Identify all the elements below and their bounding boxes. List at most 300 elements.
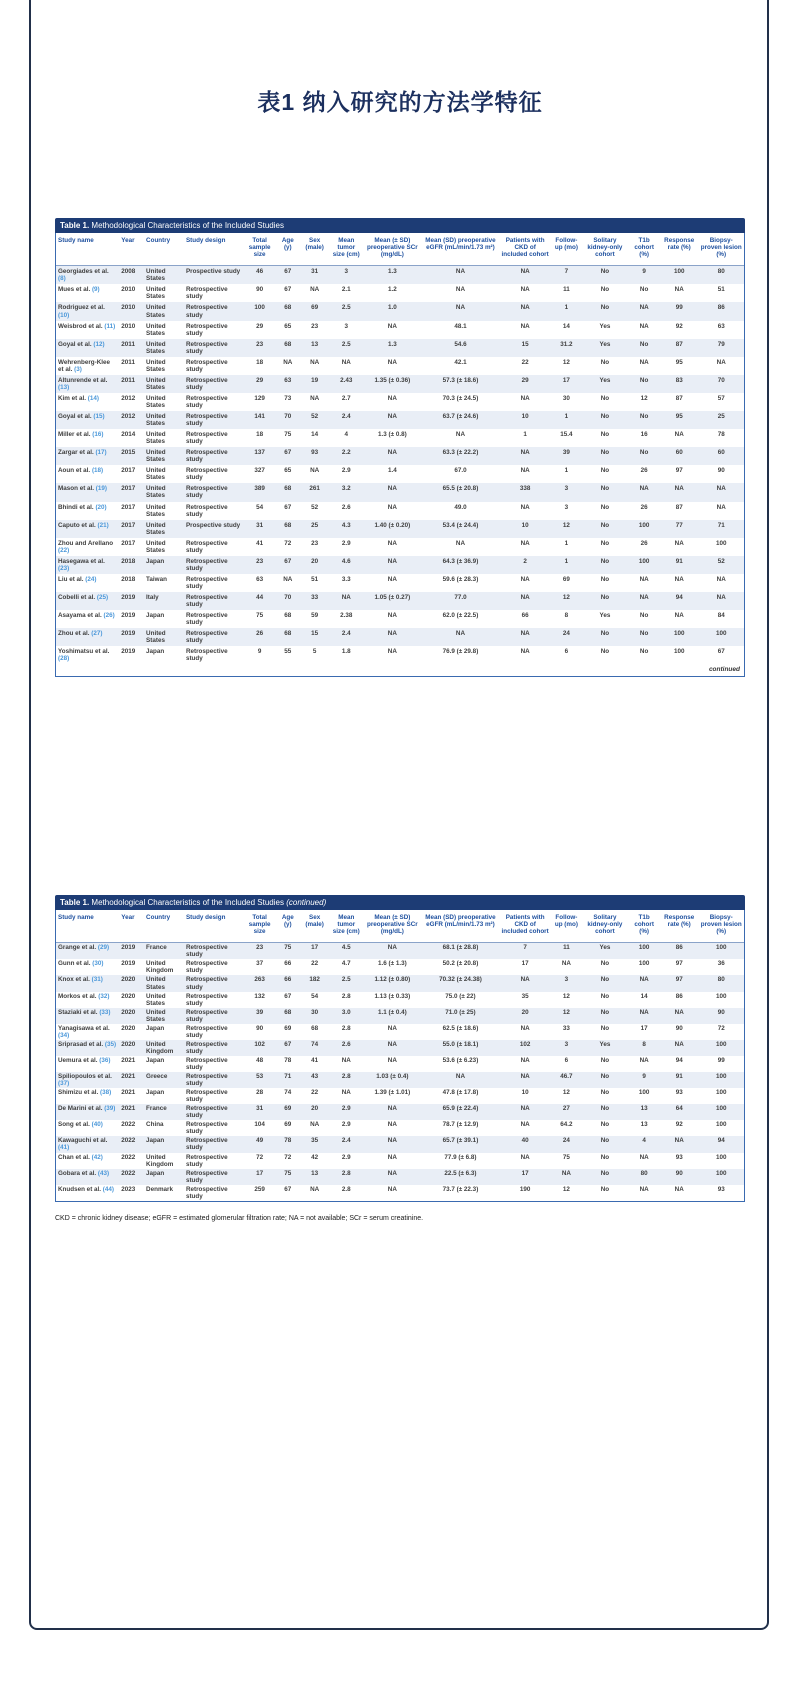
citation-ref: (37) <box>58 1080 70 1088</box>
study-name-cell: Zargar et al. (17) <box>58 449 107 457</box>
table-cell: 100 <box>715 1169 727 1177</box>
table-cell: 2020 <box>121 1040 136 1048</box>
table-cell: Retrospective study <box>185 944 228 959</box>
table-cell: Retrospective study <box>185 1024 228 1039</box>
table-cell: No <box>600 1073 610 1081</box>
table-cell: 2.5 <box>341 976 351 984</box>
table-cell: 66 <box>284 976 292 984</box>
table-row <box>56 1024 744 1040</box>
table-cell: NA <box>387 449 397 457</box>
table-cell: 12 <box>562 1008 570 1016</box>
table-row <box>56 465 744 483</box>
table-cell: 65 <box>284 467 292 475</box>
table-cell: Retrospective study <box>185 1089 228 1104</box>
table-cell: NA <box>674 575 684 583</box>
table-cell: NA <box>716 503 726 511</box>
table-row <box>56 321 744 339</box>
table-cell: 2021 <box>121 1089 136 1097</box>
column-header: Year <box>121 236 135 244</box>
table-cell: 22 <box>311 960 319 968</box>
table-cell: Retrospective study <box>185 394 228 409</box>
table-cell: 97 <box>675 960 683 968</box>
table-cell: 12 <box>640 394 648 402</box>
study-name-cell: Rodriguez et al. (10) <box>58 304 105 319</box>
table-cell: 90 <box>256 1024 264 1032</box>
table-cell: 263 <box>254 976 265 984</box>
table-cell: 57 <box>717 394 725 402</box>
table-cell: 52 <box>311 413 319 421</box>
table-cell: United States <box>146 322 166 337</box>
included-studies-table-1 <box>55 218 745 677</box>
table-cell: Retrospective study <box>185 1105 228 1120</box>
column-header: Country <box>146 913 171 921</box>
table-cell: 72 <box>284 539 292 547</box>
citation-ref: (38) <box>100 1089 112 1097</box>
table-cell: 54 <box>256 503 264 511</box>
table-cell: NA <box>520 394 530 402</box>
table-cell: Retrospective study <box>185 575 228 590</box>
citation-ref: (39) <box>104 1105 116 1113</box>
table-cell: 259 <box>254 1185 265 1193</box>
table-cell: 64 <box>675 1105 683 1113</box>
table-cell: NA <box>716 575 726 583</box>
table-cell: 69 <box>284 1024 292 1032</box>
table-cell: 53.6 (± 6.23) <box>442 1056 479 1064</box>
table-cell: NA <box>387 322 397 330</box>
table-cell: Retrospective study <box>185 1056 228 1071</box>
table-cell: 1.6 (± 1.3) <box>378 960 407 968</box>
table-cell: 2010 <box>121 286 136 294</box>
table-cell: 4 <box>642 1137 646 1145</box>
table-cell: 2023 <box>121 1185 136 1193</box>
table-2-title-bar <box>55 895 745 910</box>
table-cell: 1.4 <box>387 467 397 475</box>
table-cell: 2.8 <box>341 992 351 1000</box>
table-cell: 67 <box>717 648 725 656</box>
table-cell: 100 <box>715 1105 727 1113</box>
table-cell: 1.0 <box>387 304 397 312</box>
citation-ref: (26) <box>103 612 115 620</box>
table-cell: 27 <box>562 1105 570 1113</box>
table-cell: No <box>600 521 610 529</box>
table-cell: 190 <box>519 1185 531 1193</box>
table-cell: 42.1 <box>454 358 467 366</box>
table-cell: NA <box>387 1121 397 1129</box>
table-cell: 6 <box>564 1056 569 1064</box>
table-cell: 31 <box>256 1105 264 1113</box>
table-cell: 62.0 (± 22.5) <box>442 612 479 620</box>
table-cell: 2017 <box>121 485 136 493</box>
citation-ref: (32) <box>98 992 110 1000</box>
table-cell: NA <box>520 322 530 330</box>
table-cell: 28 <box>256 1089 264 1097</box>
citation-ref: (29) <box>97 944 110 952</box>
table-cell: 99 <box>717 1056 725 1064</box>
table-cell: 1.1 (± 0.4) <box>378 1008 407 1016</box>
table-cell: 100 <box>715 1089 727 1097</box>
table-1 <box>56 233 744 665</box>
table-cell: 60 <box>717 449 725 457</box>
table-cell: 65.9 (± 22.4) <box>442 1105 479 1113</box>
table-row <box>56 483 744 501</box>
table-cell: 2019 <box>121 960 136 968</box>
table-cell: 3.0 <box>341 1008 351 1016</box>
table-cell: No <box>639 612 649 620</box>
table-cell: 12 <box>562 992 570 1000</box>
table-cell: 2011 <box>121 340 135 348</box>
table-row <box>56 646 744 664</box>
table-cell: 2019 <box>121 612 136 620</box>
table-cell: 2.9 <box>341 1105 351 1113</box>
table-cell: 63 <box>717 322 725 330</box>
table-cell: 19 <box>311 376 319 384</box>
table-cell: 70 <box>284 593 292 601</box>
table-cell: 49 <box>256 1137 264 1145</box>
column-header: Total sample size <box>248 236 271 259</box>
table-cell: No <box>639 630 649 638</box>
table-cell: 2.8 <box>341 1169 351 1177</box>
table-cell: 53.4 (± 24.4) <box>442 521 479 529</box>
table-cell: No <box>600 1121 610 1129</box>
citation-ref: (44) <box>102 1185 114 1193</box>
study-name-cell: Aoun et al. (18) <box>58 467 104 475</box>
table-cell: 1.35 (± 0.36) <box>374 376 411 384</box>
citation-ref: (11) <box>104 322 116 330</box>
table-cell: 65 <box>284 322 292 330</box>
table-row <box>56 375 744 393</box>
citation-ref: (34) <box>58 1031 70 1039</box>
table-cell: United Kingdom <box>146 960 174 975</box>
table-cell: Japan <box>146 612 165 620</box>
table-cell: 2017 <box>121 467 136 475</box>
table-cell: 1 <box>523 431 527 439</box>
table-cell: Retrospective study <box>185 503 228 518</box>
table-cell: NA <box>455 539 466 547</box>
table-cell: 68 <box>284 612 292 620</box>
table-row <box>56 538 744 556</box>
table-cell: 86 <box>717 304 725 312</box>
table-cell: 2.8 <box>341 1024 351 1032</box>
column-header: T1b cohort (%) <box>634 913 654 936</box>
table-cell: 74 <box>311 1040 319 1048</box>
table-cell: Retrospective study <box>185 630 228 645</box>
table-cell: 1.2 <box>387 286 397 294</box>
table-cell: 87 <box>675 394 683 402</box>
citation-ref: (22) <box>58 546 70 554</box>
table-cell: 2011 <box>121 358 135 366</box>
table-cell: 22 <box>521 358 529 366</box>
table-cell: 68 <box>284 304 292 312</box>
citation-ref: (33) <box>99 1008 111 1016</box>
column-header: Response rate (%) <box>664 913 695 928</box>
table-cell: United States <box>146 394 166 409</box>
table-cell: 104 <box>254 1121 265 1129</box>
table-cell: 60 <box>675 449 683 457</box>
table-cell: 39 <box>562 449 570 457</box>
table-cell: 2022 <box>121 1169 136 1177</box>
study-name-cell: Zhou and Arellano (22) <box>58 539 114 554</box>
table-cell: NA <box>520 1105 530 1113</box>
column-header: Follow-up (mo) <box>554 913 578 928</box>
table-cell: 87 <box>675 503 683 511</box>
table-cell: 2021 <box>121 1056 136 1064</box>
table-cell: 68 <box>311 1024 319 1032</box>
table-cell: United States <box>146 485 166 500</box>
table-cell: 69 <box>311 304 319 312</box>
table-cell: NA <box>674 1137 684 1145</box>
table-cell: 97 <box>675 976 683 984</box>
table-cell: 2.4 <box>341 413 351 421</box>
table-cell: NA <box>310 286 320 294</box>
table-cell: 40 <box>521 1137 529 1145</box>
table-cell: 100 <box>715 1153 727 1161</box>
table-cell: 68.1 (± 28.8) <box>442 944 479 952</box>
table-cell: United States <box>146 268 166 283</box>
table-cell: Yes <box>599 376 611 384</box>
table-cell: 2.6 <box>341 1040 351 1048</box>
table-cell: 100 <box>715 992 727 1000</box>
table-cell: 75 <box>284 1169 292 1177</box>
table-cell: 93 <box>675 1153 683 1161</box>
study-name-cell: Asayama et al. (26) <box>58 612 115 620</box>
table-cell: 94 <box>675 1056 683 1064</box>
table-cell: 80 <box>717 268 725 276</box>
table-cell: 5 <box>312 648 317 656</box>
table-cell: 1.3 <box>387 340 397 348</box>
table-cell: 20 <box>311 557 319 565</box>
table-cell: 15 <box>521 340 529 348</box>
table-cell: 69 <box>562 575 570 583</box>
table-cell: 3.3 <box>341 575 351 583</box>
table-cell: NA <box>387 503 397 511</box>
table-cell: 2.9 <box>341 1153 351 1161</box>
column-header: Mean (SD) preoperative eGFR (mL/min/1.73 m²) <box>425 913 496 928</box>
page-title: 表1 纳入研究的方法学特征 <box>257 89 543 115</box>
table-cell: 102 <box>254 1040 265 1048</box>
table-cell: NA <box>387 1185 397 1193</box>
table-cell: 75 <box>284 944 292 952</box>
table-cell: NA <box>561 1169 571 1177</box>
table-cell: 3 <box>564 1040 569 1048</box>
table-cell: 1.40 (± 0.20) <box>374 521 411 529</box>
study-name-cell: Zhou et al. (27) <box>58 630 103 638</box>
table-cell: 2012 <box>121 394 136 402</box>
citation-ref: (12) <box>93 340 105 348</box>
table-cell: No <box>600 593 610 601</box>
table-cell: Retrospective study <box>185 1121 228 1136</box>
table-cell: 48.1 <box>454 322 467 330</box>
table-cell: 1.05 (± 0.27) <box>374 593 411 601</box>
table-cell: United States <box>146 521 166 536</box>
table-cell: 30 <box>311 1008 319 1016</box>
table-cell: 67 <box>284 557 292 565</box>
table-cell: 24 <box>562 1137 570 1145</box>
table-cell: 74 <box>284 1089 292 1097</box>
table-cell: 67 <box>284 449 292 457</box>
table-cell: 53 <box>256 1073 264 1081</box>
table-cell: 18 <box>256 431 264 439</box>
table-cell: 3 <box>564 503 569 511</box>
table-cell: 1 <box>564 304 569 312</box>
study-name-cell: Morkos et al. (32) <box>58 992 110 1000</box>
table-cell: Retrospective study <box>185 1185 228 1200</box>
table-cell: 67 <box>284 992 292 1000</box>
table-cell: NA <box>310 358 320 366</box>
study-name-cell: Caputo et al. (21) <box>58 521 109 529</box>
citation-ref: (27) <box>91 630 103 638</box>
table-cell: NA <box>674 1185 684 1193</box>
citation-ref: (21) <box>97 521 109 529</box>
table-cell: 43 <box>311 1073 319 1081</box>
table-cell: 2.2 <box>341 449 351 457</box>
column-header: Study design <box>185 913 226 921</box>
column-header: Study name <box>58 913 94 921</box>
table-cell: NA <box>341 358 351 366</box>
table-row <box>56 502 744 520</box>
table-cell: 2.5 <box>341 340 351 348</box>
table-cell: 2019 <box>121 944 136 952</box>
table-cell: 1 <box>564 539 569 547</box>
table-cell: 16 <box>640 431 648 439</box>
study-name-cell: Grange et al. (29) <box>58 944 110 952</box>
table-cell: 86 <box>675 944 683 952</box>
table-2-box <box>55 910 745 1202</box>
table-row <box>56 556 744 574</box>
table-cell: 23 <box>311 539 319 547</box>
study-name-cell: Kim et al. (14) <box>58 394 99 402</box>
table-row <box>56 429 744 447</box>
table-cell: Japan <box>146 1056 165 1064</box>
table-cell: Retrospective study <box>185 1153 228 1168</box>
table-cell: NA <box>639 1185 649 1193</box>
table-cell: Retrospective study <box>185 322 228 337</box>
table-cell: NA <box>387 1137 397 1145</box>
table-cell: 11 <box>563 944 570 952</box>
table-cell: NA <box>674 1040 684 1048</box>
table-cell: 64.2 <box>560 1121 573 1129</box>
table-cell: 100 <box>638 944 650 952</box>
table-cell: 13 <box>640 1105 648 1113</box>
table-cell: 1.3 (± 0.8) <box>378 431 407 439</box>
table-cell: No <box>600 976 610 984</box>
table-cell: NA <box>520 503 530 511</box>
table-row <box>56 1169 744 1185</box>
citation-ref: (24) <box>85 575 97 583</box>
table-cell: NA <box>310 394 320 402</box>
table-cell: 69 <box>284 1121 292 1129</box>
included-studies-table-2 <box>55 895 745 1223</box>
table-cell: 3 <box>564 485 569 493</box>
table-cell: Prospective study <box>185 268 241 276</box>
table-cell: 132 <box>254 992 265 1000</box>
table-cell: China <box>146 1121 164 1129</box>
table-cell: United States <box>146 304 166 319</box>
column-header: Mean (SD) preoperative eGFR (mL/min/1.73 m²) <box>425 236 496 251</box>
table-cell: NA <box>520 593 530 601</box>
table-cell: NA <box>520 648 530 656</box>
table-cell: 76.9 (± 29.8) <box>442 648 479 656</box>
table-cell: NA <box>520 630 530 638</box>
table-cell: No <box>639 449 649 457</box>
table-cell: United States <box>146 358 166 373</box>
table-cell: 23 <box>311 322 319 330</box>
study-name-cell: Gunn et al. (30) <box>58 960 104 968</box>
table-cell: No <box>639 413 649 421</box>
table-cell: 2 <box>523 557 527 565</box>
column-header: Study name <box>58 236 94 244</box>
table-cell: 33 <box>311 593 319 601</box>
table-cell: United States <box>146 340 166 355</box>
table-cell: NA <box>387 648 397 656</box>
table-row <box>56 520 744 538</box>
table-cell: 4 <box>344 431 349 439</box>
table-cell: NA <box>341 593 351 601</box>
column-header: Country <box>146 236 171 244</box>
table-cell: 78 <box>717 431 725 439</box>
table-cell: 17 <box>521 1169 529 1177</box>
column-header: Biopsy-proven lesion (%) <box>700 236 742 259</box>
table-cell: NA <box>455 630 466 638</box>
table-cell: 2.8 <box>341 1073 351 1081</box>
table-row <box>56 1104 744 1120</box>
table-cell: NA <box>455 286 466 294</box>
table-cell: 26 <box>640 503 648 511</box>
table-cell: 338 <box>519 485 531 493</box>
table-cell: 12 <box>562 1089 570 1097</box>
table-cell: NA <box>387 575 397 583</box>
column-header: Total sample size <box>248 913 271 936</box>
table-cell: No <box>600 1105 610 1113</box>
table-row <box>56 393 744 411</box>
table-cell: 57.3 (± 18.6) <box>442 376 479 384</box>
column-header: Mean (± SD) preoperative SCr (mg/dL) <box>366 913 418 936</box>
table-cell: Yes <box>599 1040 611 1048</box>
table-cell: United States <box>146 1008 166 1023</box>
table-cell: 29 <box>521 376 529 384</box>
table-cell: 2022 <box>121 1137 136 1145</box>
table-cell: No <box>600 1024 610 1032</box>
table-row <box>56 610 744 628</box>
table-cell: 63.3 (± 22.2) <box>442 449 479 457</box>
table-cell: 1.12 (± 0.80) <box>374 976 411 984</box>
table-cell: 67 <box>284 286 292 294</box>
table-cell: NA <box>387 557 397 565</box>
study-name-cell: Yoshimatsu et al. (28) <box>58 648 110 663</box>
table-row <box>56 1185 744 1201</box>
table-cell: 93 <box>311 449 319 457</box>
table-cell: Japan <box>146 557 165 565</box>
table-cell: 23 <box>256 557 264 565</box>
table-row <box>56 1136 744 1152</box>
table-cell: 73.7 (± 22.3) <box>442 1185 479 1193</box>
table-cell: 93 <box>717 1185 725 1193</box>
study-name-cell: Gobara et al. (43) <box>58 1169 110 1177</box>
table-2-continued-suffix: (continued) <box>286 898 327 907</box>
table-cell: 2022 <box>121 1121 136 1129</box>
column-header: Mean (± SD) preoperative SCr (mg/dL) <box>366 236 418 259</box>
table-cell: No <box>600 1153 610 1161</box>
table-cell: No <box>600 557 610 565</box>
table-row <box>56 1120 744 1136</box>
table-cell: No <box>600 1185 610 1193</box>
table-cell: 100 <box>715 630 727 638</box>
table-cell: 2021 <box>121 1073 136 1081</box>
table-cell: NA <box>387 394 397 402</box>
table-cell: Denmark <box>146 1185 173 1193</box>
column-header: T1b cohort (%) <box>634 236 654 259</box>
table-cell: 261 <box>309 485 320 493</box>
table-cell: 95 <box>675 413 683 421</box>
